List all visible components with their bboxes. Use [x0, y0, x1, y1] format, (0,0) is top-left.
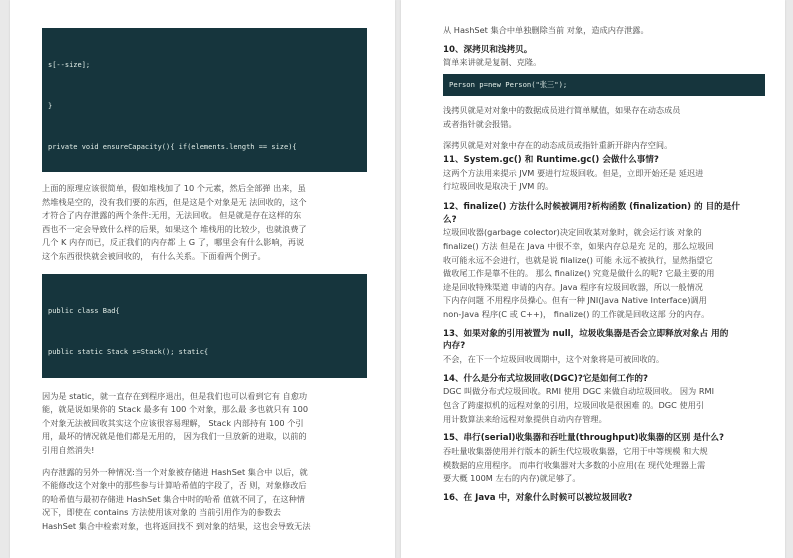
- text-line: non-Java 程序(C 或 C++)， finalize() 的工作就是回收这部 分的内存。: [443, 308, 710, 319]
- text-line: 途是回收特殊渠道 申请的内存。Java 程序有垃圾回收器，所以一般情况: [443, 281, 703, 292]
- left-page: [10, 0, 395, 558]
- text-line: 简单来讲就是复制、克隆。: [443, 57, 542, 68]
- paragraph-stack-leak: [42, 182, 367, 264]
- text-line: 用，最坏的情况就是他们都是无用的， 因为我们一旦放新的进取，以前的: [42, 431, 307, 442]
- code-block-bad-class: [42, 274, 367, 378]
- text-line: 才符合了内存泄露的两个条件:无用，无法回收。 但是就是存在这样的东: [42, 210, 302, 221]
- code-line: public static Stack s=Stack(); static{: [48, 347, 209, 356]
- text-line: 因为是 static，就一直存在到程序退出，但是我们也可以看到它有 自愈功: [42, 390, 308, 401]
- text-line: 收可能永远不会进行，也就是说 filalize() 可能 永远不被执行，显然指望它: [443, 254, 713, 265]
- paragraph-deep-copy: 深拷贝就是对对象中存在的动态成员或指针重新开辟内存空间。: [443, 140, 673, 151]
- paragraph-shallow-copy: [443, 104, 765, 131]
- text-line: 然堆栈是空的，没有我们要的东西，但是这是个对象是无 法回收的，这个: [42, 196, 307, 207]
- heading-line: 么?: [443, 214, 457, 225]
- text-line: 或者指针就会报错。: [443, 118, 517, 129]
- paragraph-null-reference: 不会，在下一个垃圾回收周期中，这个对象将是可被回收的。: [443, 354, 665, 365]
- text-line: 这个东西很快就会被回收的， 有什么关系。下面看两个例子。: [42, 250, 266, 261]
- text-line: 用计数算法来给远程对象提供自动内存管理。: [443, 413, 607, 424]
- code-line: private void ensureCapacity(){ if(elements.length == size){: [48, 142, 297, 151]
- heading-q11: 11、System.gc() 和 Runtime.gc() 会做什么事情?: [443, 154, 659, 165]
- code-line: s[--size];: [48, 61, 91, 70]
- heading-q12: [443, 201, 765, 227]
- code-block-ensure-capacity: [42, 28, 367, 172]
- heading-line: 12、finalize() 方法什么时候被调用?析构函数 (finalization) 的 目的是什: [443, 201, 740, 212]
- text-line: 浅拷贝就是对对象中的数据成员进行简单赋值，如果存在动态成员: [443, 104, 681, 115]
- text-line: 垃圾回收器(garbage colector)决定回收某对象时，就会运行该 对象的: [443, 227, 702, 238]
- text-line: 上面的原理应该很简单，假如堆栈加了 10 个元素，然后全部弹 出来，虽: [42, 183, 306, 193]
- code-block-person: Person p=new Person("张三");: [443, 74, 765, 96]
- continued-text: 从 HashSet 集合中单独删除当前 对象，造成内存泄露。: [443, 25, 649, 35]
- right-page: [401, 0, 785, 558]
- paragraph-collectors: [443, 445, 765, 486]
- text-line: 不能修改这个对象中的那些参与计算哈希值的字段了，否 则，对象修改后: [42, 480, 307, 491]
- text-line: finalize() 方法 但是在 Java 中很不幸，如果内存总是充 足的，那么垃圾回: [443, 240, 714, 251]
- text-line: 几个 K 内存而已，反正我们的内存都 上 G 了，哪里会有什么影响，再说: [42, 237, 305, 248]
- paragraph-static-stack: [42, 390, 367, 458]
- heading-line: 内存?: [443, 341, 466, 352]
- text-line: 的哈希值与最初存储进 HashSet 集合中时的哈希 值就不同了，在这种情: [42, 493, 305, 504]
- heading-q14: 14、什么是分布式垃圾回收(DGC)?它是如何工作的?: [443, 373, 648, 384]
- heading-q10: 10、深拷贝和浅拷贝。: [443, 44, 533, 55]
- text-line: 这两个方法用来提示 JVM 要进行垃圾回收。但是，立即开始还是 延迟进: [443, 167, 704, 178]
- text-line: 西也不一定会导致什么样的后果，如果这个 堆栈用的比较少，也就浪费了: [42, 223, 307, 234]
- text-line: 下内存问题 不用程序员操心。但有一种 JNI(Java Native Interface)调用: [443, 295, 707, 306]
- text-line: 引用自然消失!: [42, 444, 95, 455]
- paragraph-hashset-leak: [42, 466, 367, 534]
- heading-q15: 15、串行(serial)收集器和吞吐量(throughput)收集器的区别 是什么?: [443, 433, 724, 444]
- text-line: 内存泄露的另外一种情况:当一个对象被存储进 HashSet 集合中 以后，就: [42, 466, 308, 477]
- text-line: DGC 叫做分布式垃圾回收。RMI 使用 DGC 来做自动垃圾回收。 因为 RMI: [443, 386, 714, 397]
- text-line: 况下，即使在 contains 方法使用该对象的 当前引用作为的参数去: [42, 507, 281, 518]
- paragraph-finalize: [443, 226, 765, 321]
- text-line: 要大概 100M 左右的内存)就足够了。: [443, 473, 581, 484]
- text-line: 行垃圾回收是取决于 JVM 的。: [443, 181, 554, 192]
- text-line: 能，就是说如果你的 Stack 最多有 100 个对象，那么最 多也就只有 100: [42, 404, 309, 415]
- text-line: 模数据的应用程序。 而串行收集器对大多数的小应用(在 现代处理器上需: [443, 459, 706, 470]
- heading-q16: 16、在 Java 中，对象什么时候可以被垃圾回收?: [443, 492, 633, 503]
- code-line: public class Bad{: [48, 306, 120, 315]
- text-line: 包含了跨虚拟机的远程对象的引用，垃圾回收是很困难 的。DGC 使用引: [443, 400, 705, 411]
- paragraph-dgc: [443, 385, 765, 426]
- code-line: }: [48, 101, 53, 110]
- text-line: 个对象无法被回收其实这个应该很容易理解， Stack 内部持有 100 个引: [42, 417, 304, 428]
- text-line: 做收尾工作是靠不住的。 那么 finalize() 究竟是做什么的呢? 它最主要的用: [443, 268, 715, 279]
- text-line: HashSet 集合中检索对象，也将返回找不 到对象的结果，这也会导致无法: [42, 520, 311, 531]
- heading-q13: [443, 328, 765, 354]
- heading-line: 13、如果对象的引用被置为 null，垃圾收集器是否会立即释放对象占 用的: [443, 328, 729, 339]
- text-line: 吞吐量收集器使用并行版本的新生代垃圾收集器，它用于中等规模 和大规: [443, 446, 708, 457]
